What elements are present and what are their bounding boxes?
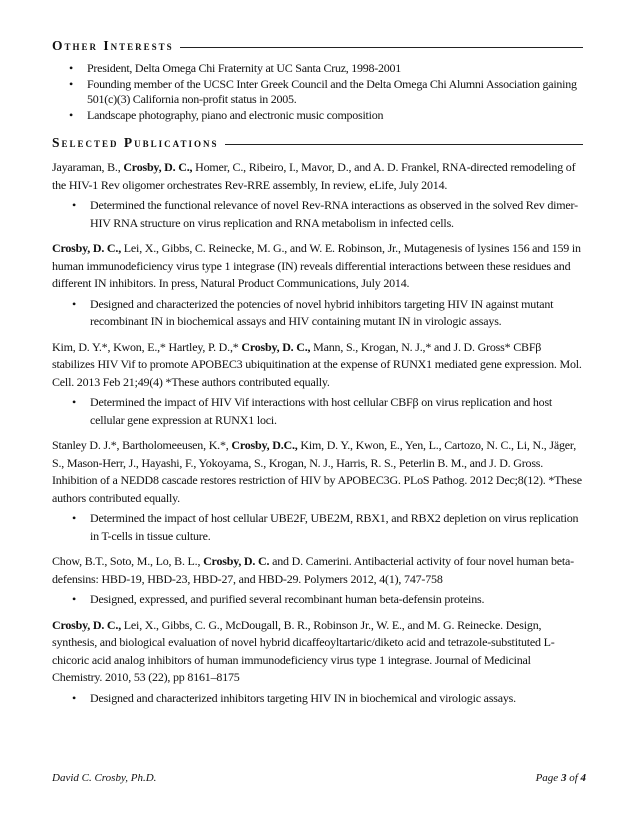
citation [52, 159, 583, 194]
section-rule [180, 47, 583, 48]
contribution-text: Designed and characterized inhibitors targeting HIV IN in biochemical and virologic assays. [90, 690, 516, 705]
citation-authors-pre: Jayaraman, B., [52, 160, 124, 174]
bullet-icon: • [72, 592, 77, 606]
contribution-text: Determined the impact of HIV Vif interactions with host cellular CBFβ on virus replication and host cellular gene expression at RUNX1 loci. [90, 395, 553, 427]
contribution-text: Determined the functional relevance of novel Rev-RNA interactions as observed in the solved Rev dimer-HIV RNA structure on virus replication and RNA metabolism in infected cells. [90, 198, 578, 230]
list-item [52, 108, 583, 124]
bullet-icon: • [72, 511, 77, 525]
bullet-icon: • [72, 296, 77, 311]
page-footer [52, 772, 586, 784]
citation [52, 437, 583, 507]
citation-rest: and D. Camerini. Antibacterial activity of four novel human beta-defensins: HBD-19, HBD-23, HBD-27, and HBD-29. Polymers 2012, 4(1), 747-758 [52, 554, 574, 586]
citation-author-highlight: Crosby, D. C., [52, 617, 121, 632]
citation-author-highlight: Crosby, D. C. [203, 554, 270, 568]
section-rule [225, 144, 584, 145]
section-title: Other Interests [52, 38, 174, 53]
publication-entry [52, 339, 583, 430]
bullet-icon: • [69, 107, 73, 122]
citation [52, 553, 583, 588]
contribution-item [52, 296, 583, 331]
citation [52, 339, 583, 392]
contribution-item [52, 591, 583, 609]
bullet-icon: • [69, 61, 73, 75]
section-title: Selected Publications [52, 135, 219, 150]
interest-text: Founding member of the UCSC Inter Greek Council and the Delta Omega Chi Alumni Association gaining 501(c)(3) California non-profit status in 2005. [87, 76, 577, 106]
contribution-item [52, 394, 583, 429]
contribution-item [52, 197, 583, 232]
footer-author: David C. Crosby, Ph.D. [52, 772, 157, 784]
publication-entry [52, 437, 583, 545]
bullet-icon: • [72, 690, 77, 705]
citation [52, 617, 583, 687]
bullet-icon: • [72, 198, 77, 212]
publication-entry [52, 240, 583, 331]
page-current: 3 [560, 772, 567, 784]
resume-page [52, 38, 583, 707]
contribution-text: Determined the impact of host cellular UBE2F, UBE2M, RBX1, and RBX2 depletion on virus replication in T-cells in tissue culture. [90, 511, 579, 543]
citation-author-highlight: Crosby, D. C., [241, 339, 311, 354]
page-total: 4 [580, 772, 586, 784]
citation-rest: Kim, D. Y., Kwon, E., Yen, L., Cartozo, N. C., Li, N., Jäger, S., Mason-Herr, J., Hayashi, F., Yokoyama, S., Krogan, N. J., Harris, R. S., Peterlin B. M., and J. D. Gross. Inhibition of a NEDD8 cascade restores restriction of HIV by APOBEC3G. PLoS Pathog. 2012 Dec;8(12). *These authors contributed equally. [52, 438, 582, 505]
citation-authors-pre: Chow, B.T., Soto, M., Lo, B. L., [52, 554, 204, 568]
bullet-icon: • [69, 76, 73, 91]
of-word: of [569, 772, 578, 784]
citation-authors-pre: Stanley D. J.*, Bartholomeeusen, K.*, [52, 438, 232, 452]
interest-text: President, Delta Omega Chi Fraternity at UC Santa Cruz, 1998-2001 [87, 61, 402, 75]
contribution-item [52, 510, 583, 545]
citation-rest: Homer, C., Ribeiro, I., Mavor, D., and A. D. Frankel, RNA-directed remodeling of the HIV-1 Rev oligomer orchestrates Rev-RRE assembly, In review, eLife, July 2014. [52, 160, 576, 192]
citation-author-highlight: Crosby, D. C., [52, 241, 121, 255]
page-number [536, 772, 586, 784]
list-item [52, 77, 583, 108]
interests-list [52, 61, 583, 123]
publication-entry [52, 159, 583, 232]
publication-entry [52, 617, 583, 708]
citation-rest: Mann, S., Krogan, N. J.,* and J. D. Gross* CBFβ stabilizes HIV Vif to promote APOBEC3 ubiquitination at the expense of RUNX1 mediated gene expression. Mol. Cell. 2013 Feb 21;49(4) *These authors contributed equally. [52, 339, 582, 389]
contribution-text: Designed, expressed, and purified several recombinant human beta-defensin proteins. [90, 592, 485, 606]
interest-text: Landscape photography, piano and electronic music composition [87, 107, 384, 122]
bullet-icon: • [72, 395, 77, 409]
contribution-item [52, 690, 583, 708]
citation [52, 240, 583, 293]
contribution-text: Designed and characterized the potencies of novel hybrid inhibitors targeting HIV IN against mutant recombinant IN in biochemical assays and HIV containing mutant IN in virologic assays. [90, 296, 554, 328]
list-item [52, 61, 583, 77]
other-interests-heading [52, 38, 583, 54]
citation-authors-pre: Kim, D. Y.*, Kwon, E.,* Hartley, P. D.,* [52, 339, 242, 354]
page-word: Page [535, 772, 559, 784]
publications-heading [52, 135, 583, 151]
publication-entry [52, 553, 583, 609]
citation-rest: Lei, X., Gibbs, C. G., McDougall, B. R., Robinson Jr., W. E., and M. G. Reinecke. Design, synthesis, and biological evaluation of novel hybrid dicaffeoyltartaric/diketo acid and tetrazole-substituted L-chicoric acid analog inhibitors of human immunodeficiency virus type 1 integrase. Journal of Medicinal Chemistry. 2010, 53 (22), pp 8161–8175 [52, 617, 555, 684]
citation-author-highlight: Crosby, D.C., [231, 438, 298, 452]
citation-rest: Lei, X., Gibbs, C. Reinecke, M. G., and W. E. Robinson, Jr., Mutagenesis of lysines 156 and 159 in human immunodeficiency virus type 1 integrase (IN) reveals differential interactions between these residues and different IN inhibitors. In press, Natural Product Communications, July 2014. [52, 241, 581, 290]
citation-author-highlight: Crosby, D. C., [123, 160, 193, 174]
